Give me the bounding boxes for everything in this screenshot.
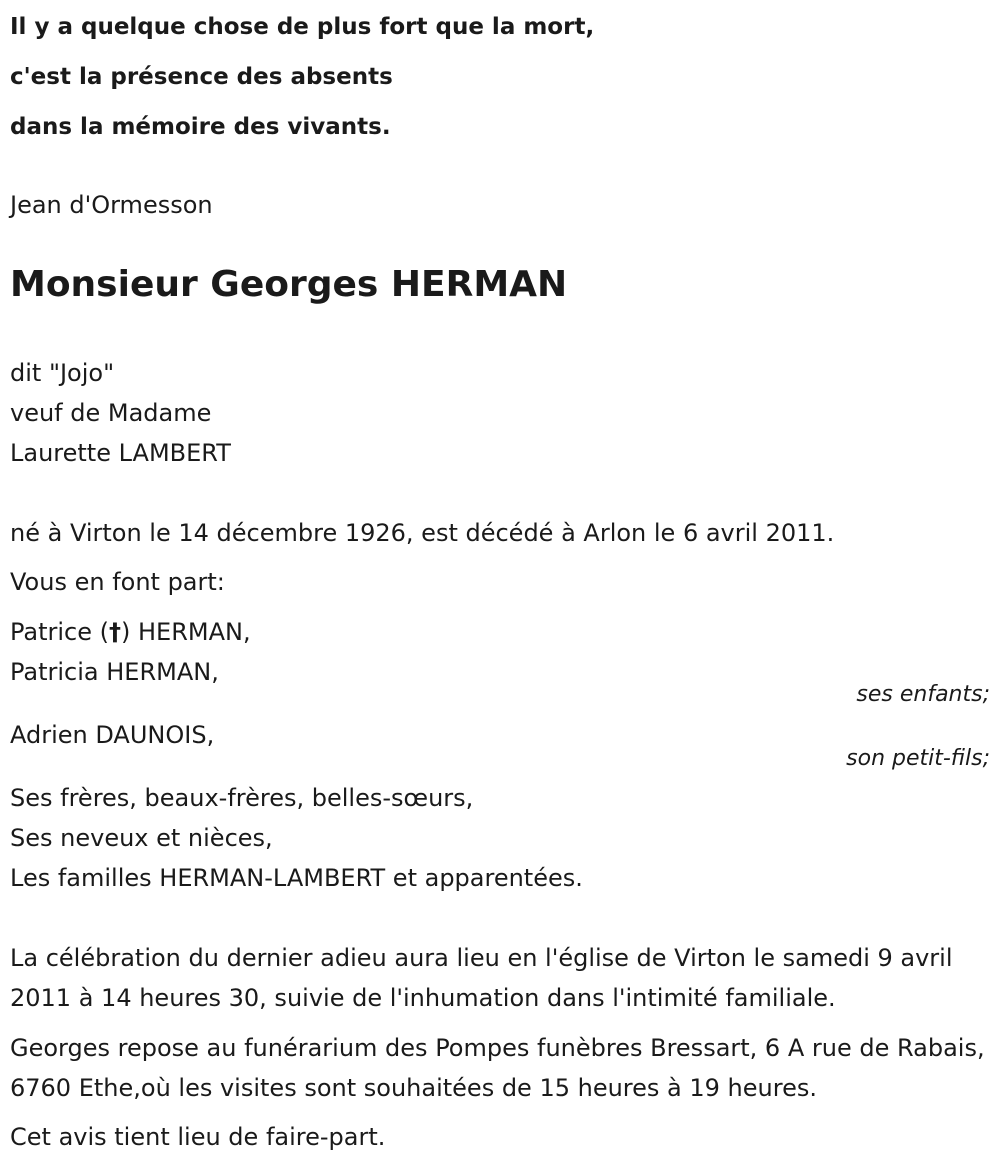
child-name-end: ) HERMAN, <box>121 618 251 646</box>
child-name-start: Patricia HERMAN, <box>10 658 219 686</box>
family-line: Ses neveux et nièces, <box>10 824 273 852</box>
birth-death-line: né à Virton le 14 décembre 1926, est décédé à Arlon le 6 avril 2011. <box>10 519 835 547</box>
children-role: ses enfants; <box>856 682 990 707</box>
closing-paragraph: Cet avis tient lieu de faire-part. <box>10 1123 386 1151</box>
deceased-details <box>10 353 231 473</box>
epigraph-quote <box>10 2 594 152</box>
grandchild-entry: Adrien DAUNOIS, <box>10 721 215 749</box>
cross-icon: † <box>109 618 121 646</box>
quote-author: Jean d'Ormesson <box>10 191 213 219</box>
grandchild-role: son petit-fils; <box>846 746 990 771</box>
family-line: Les familles HERMAN-LAMBERT et apparentées. <box>10 864 583 892</box>
detail-line: dit "Jojo" <box>10 359 115 387</box>
quote-line: dans la mémoire des vivants. <box>10 114 391 140</box>
quote-line: Il y a quelque chose de plus fort que la mort, <box>10 14 595 40</box>
family-list <box>10 778 583 898</box>
child-entry <box>10 652 251 692</box>
deceased-name: Monsieur Georges HERMAN <box>10 264 568 305</box>
announcement-intro: Vous en font part: <box>10 568 225 596</box>
visits-paragraph: Georges repose au funérarium des Pompes funèbres Bressart, 6 A rue de Rabais, 6760 Ethe,où les visites sont souhaitées de 15 heures à 19 heures. <box>10 1034 985 1102</box>
detail-line: Laurette LAMBERT <box>10 439 231 467</box>
quote-line: c'est la présence des absents <box>10 64 393 90</box>
children-list <box>10 612 251 692</box>
ceremony-paragraph: La célébration du dernier adieu aura lieu en l'église de Virton le samedi 9 avril 2011 à 14 heures 30, suivie de l'inhumation dans l'intimité familiale. <box>10 944 953 1012</box>
child-name-start: Patrice ( <box>10 618 109 646</box>
child-entry <box>10 612 251 652</box>
family-line: Ses frères, beaux-frères, belles-sœurs, <box>10 784 474 812</box>
detail-line: veuf de Madame <box>10 399 212 427</box>
